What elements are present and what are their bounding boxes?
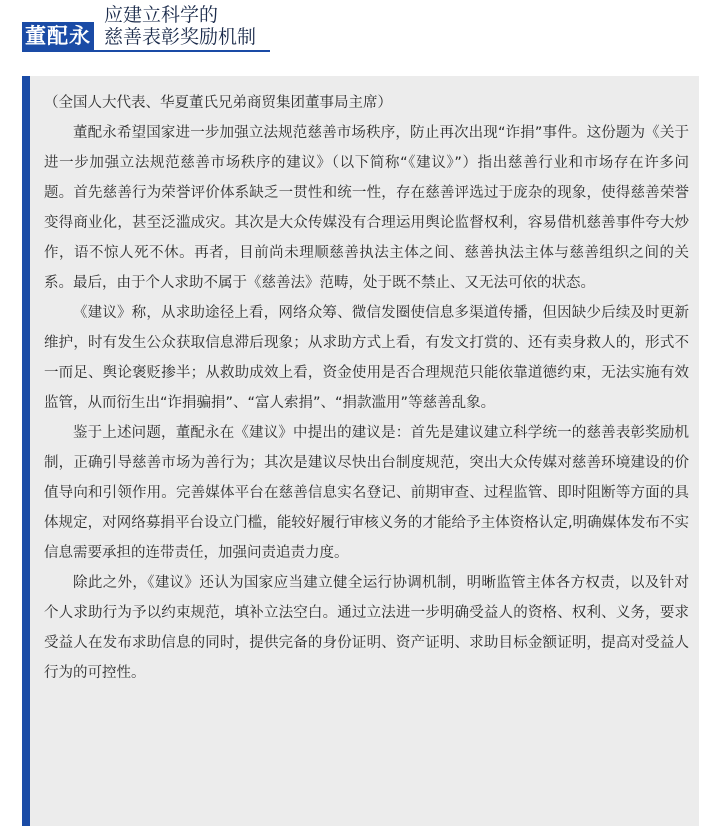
paragraph-3: 鉴于上述问题，董配永在《建议》中提出的建议是：首先是建议建立科学统一的慈善表彰奖励机制，正确引导慈善市场为善行为；其次是建议尽快出台制度规范，突出大众传媒对慈善环境建设的价值导向和引领作用。完善媒体平台在慈善信息实名登记、前期审查、过程监管、即时阻断等方面的具体规定，对网络募捐平台设立门槛，能较好履行审核义务的才能给予主体资格认定,明确媒体发布不实信息需要承担的连带责任，加强问责追责力度。	[44, 425, 689, 561]
paragraph-1: 董配永希望国家进一步加强立法规范慈善市场秩序，防止再次出现“诈捐”事件。这份题为《关于进一步加强立法规范慈善市场秩序的建议》（以下简称“《建议》”）指出慈善行业和市场存在许多问题。首先慈善行为荣誉评价体系缺乏一贯性和统一性，存在慈善评选过于庞杂的现象，使得慈善荣誉变得商业化，甚至泛滥成灾。其次是大众传媒没有合理运用舆论监督权利，容易借机慈善事件夸大炒作，语不惊人死不休。再者，目前尚未理顺慈善执法主体之间、慈善执法主体与慈善组织之间的关系。最后，由于个人求助不属于《慈善法》范畴，处于既不禁止、又无法可依的状态。	[44, 125, 689, 291]
paragraph-2: 《建议》称，从求助途径上看，网络众筹、微信发圈使信息多渠道传播，但因缺少后续及时更新维护，时有发生公众获取信息滞后现象；从求助方式上看，有发文打赏的、还有卖身救人的，形式不一而足、舆论褒贬掺半；从救助成效上看，资金使用是否合理规范只能依靠道德约束，无法实施有效监管，从而衍生出“诈捐骗捐”、“富人索捐”、“捐款滥用”等慈善乱象。	[44, 305, 689, 411]
title-line-2: 慈善表彰奖励机制	[104, 26, 257, 48]
author-name-badge: 董配永	[22, 22, 94, 50]
author-affiliation: （全国人大代表、华夏董氏兄弟商贸集团董事局主席）	[44, 95, 392, 111]
title-line-1: 应建立科学的	[104, 4, 219, 26]
title-underline	[22, 50, 270, 52]
article-title	[104, 4, 256, 48]
article-header	[22, 4, 422, 50]
article-body-card	[22, 76, 699, 826]
paragraph-4: 除此之外，《建议》还认为国家应当建立健全运行协调机制，明晰监管主体各方权责，以及针对个人求助行为予以约束规范，填补立法空白。通过立法进一步明确受益人的资格、权利、义务，要求受益人在发布求助信息的同时，提供完备的身份证明、资产证明、求助目标金额证明，提高对受益人行为的可控性。	[44, 575, 689, 681]
